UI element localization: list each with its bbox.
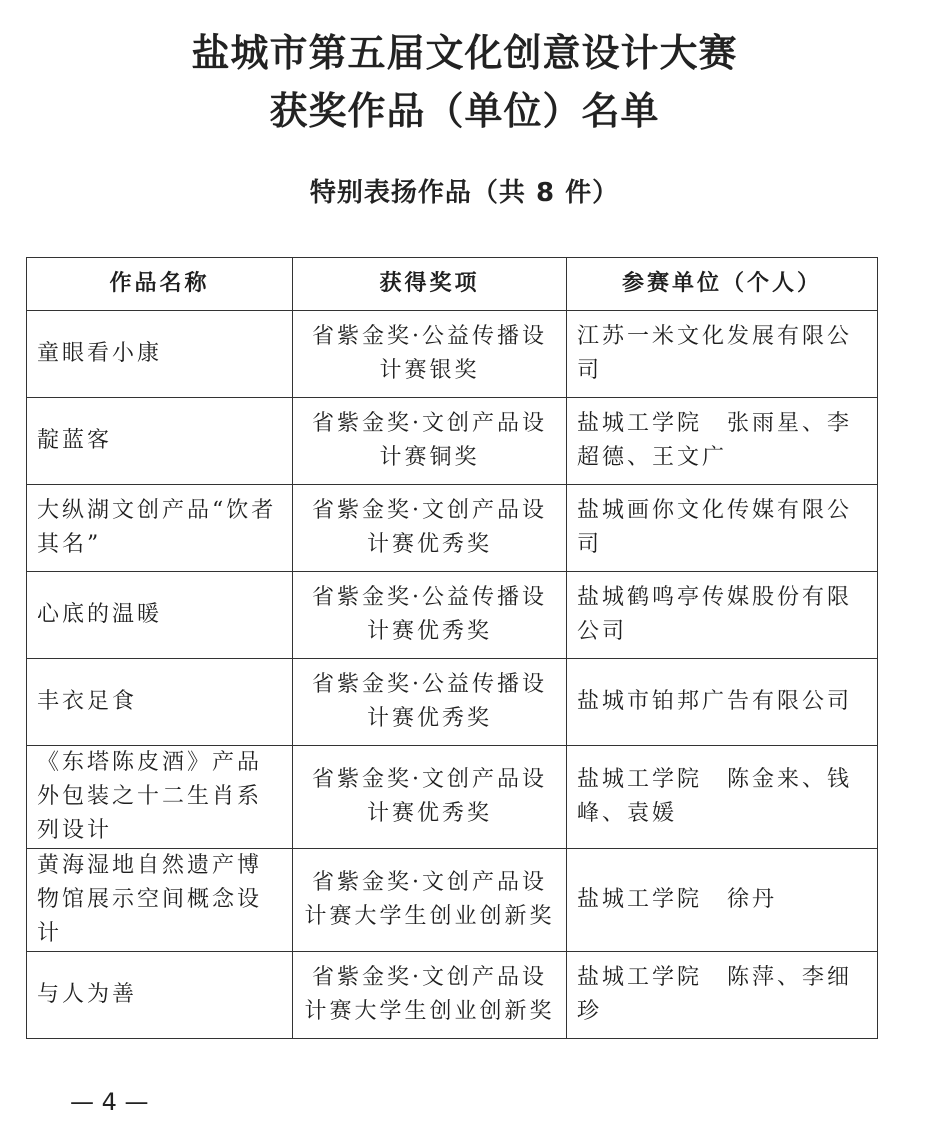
- column-header-award: 获得奖项: [293, 258, 567, 311]
- participant-cell: 盐城画你文化传媒有限公司: [567, 485, 878, 572]
- participant-cell: 盐城市铂邦广告有限公司: [567, 659, 878, 746]
- participant-cell: 江苏一米文化发展有限公司: [567, 311, 878, 398]
- award-cell: 省紫金奖·文创产品设计赛铜奖: [293, 398, 567, 485]
- award-cell: 省紫金奖·文创产品设计赛大学生创业创新奖: [293, 849, 567, 952]
- work-name-cell: 与人为善: [27, 952, 293, 1039]
- table-row: [27, 572, 878, 659]
- work-name-cell: 丰衣足食: [27, 659, 293, 746]
- column-header-participant: 参赛单位（个人）: [567, 258, 878, 311]
- document-title-line2: 获奖作品（单位）名单: [269, 89, 660, 133]
- participant-cell: 盐城工学院 徐丹: [567, 849, 878, 952]
- award-cell: 省紫金奖·文创产品设计赛优秀奖: [293, 485, 567, 572]
- table-row: [27, 849, 878, 952]
- table-row: [27, 952, 878, 1039]
- award-cell: 省紫金奖·文创产品设计赛大学生创业创新奖: [293, 952, 567, 1039]
- document-title-line1: 盐城市第五届文化创意设计大赛: [191, 31, 738, 75]
- table-row: [27, 311, 878, 398]
- page-number: — 4 —: [70, 1088, 149, 1116]
- work-name-cell: 黄海湿地自然遗产博物馆展示空间概念设计: [27, 849, 293, 952]
- section-title: 特别表扬作品（共 8 件）: [309, 178, 620, 208]
- participant-cell: 盐城鹤鸣亭传媒股份有限公司: [567, 572, 878, 659]
- table-row: [27, 746, 878, 849]
- table-row: [27, 485, 878, 572]
- work-name-cell: 童眼看小康: [27, 311, 293, 398]
- award-cell: 省紫金奖·公益传播设计赛优秀奖: [293, 572, 567, 659]
- participant-cell: 盐城工学院 陈萍、李细珍: [567, 952, 878, 1039]
- work-name-cell: 心底的温暖: [27, 572, 293, 659]
- work-name-cell: 大纵湖文创产品“饮者其名”: [27, 485, 293, 572]
- column-header-work-name: 作品名称: [27, 258, 293, 311]
- table-row: [27, 659, 878, 746]
- work-name-cell: 靛蓝客: [27, 398, 293, 485]
- award-cell: 省紫金奖·公益传播设计赛优秀奖: [293, 659, 567, 746]
- work-name-cell: 《东塔陈皮酒》产品外包装之十二生肖系列设计: [27, 746, 293, 849]
- award-cell: 省紫金奖·文创产品设计赛优秀奖: [293, 746, 567, 849]
- table-header-row: [27, 258, 878, 311]
- table-row: [27, 398, 878, 485]
- participant-cell: 盐城工学院 陈金来、钱峰、袁媛: [567, 746, 878, 849]
- participant-cell: 盐城工学院 张雨星、李超德、王文广: [567, 398, 878, 485]
- award-cell: 省紫金奖·公益传播设计赛银奖: [293, 311, 567, 398]
- awards-table: [26, 257, 878, 1039]
